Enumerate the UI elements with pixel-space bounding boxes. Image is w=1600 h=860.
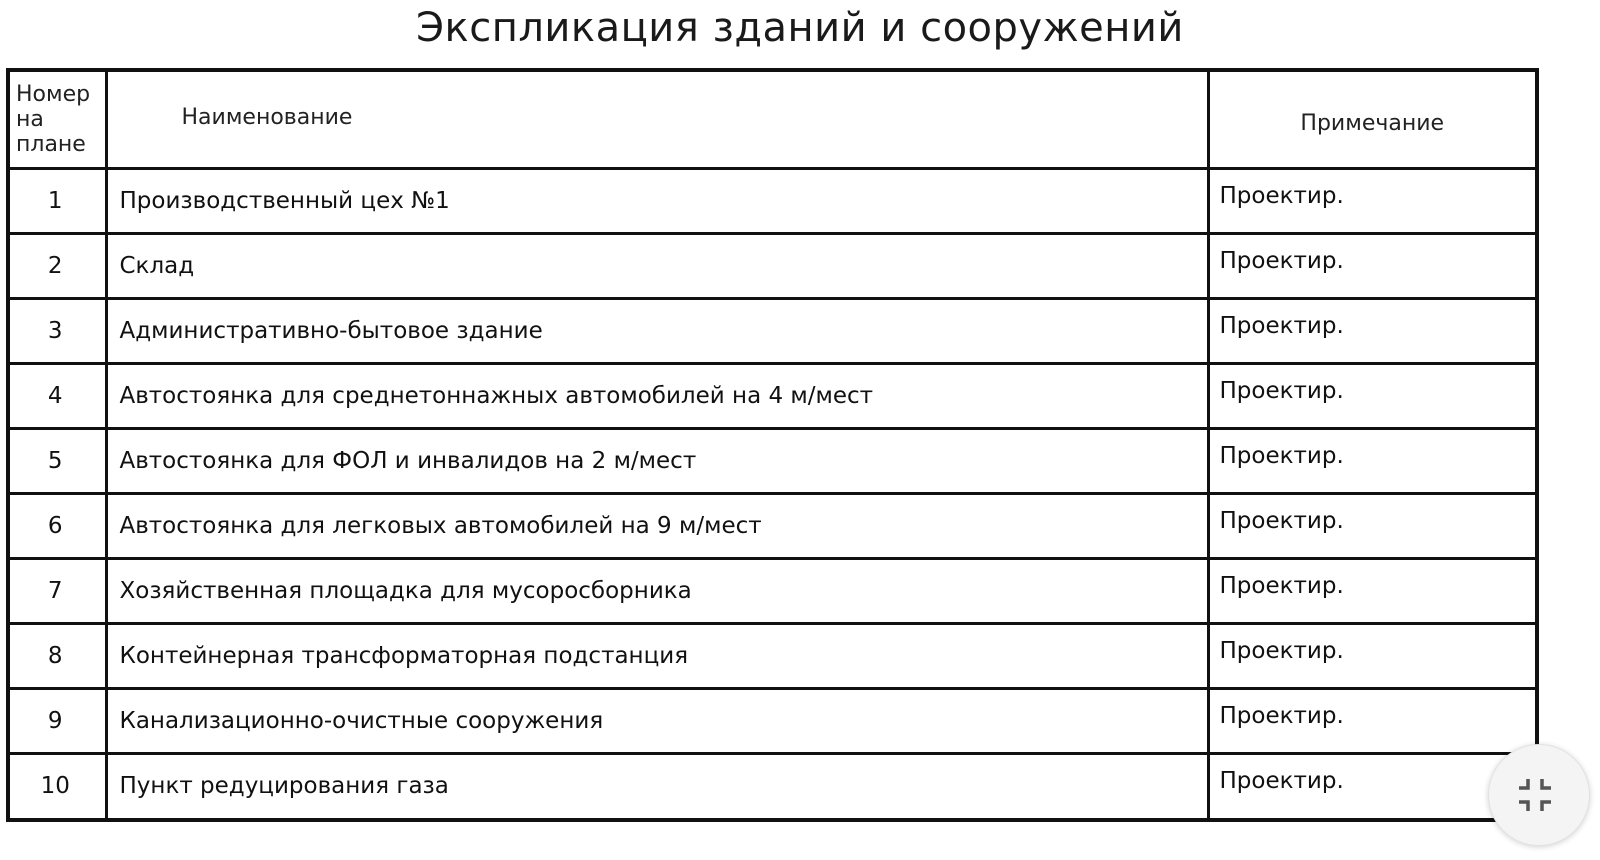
row-note: Проектир. [1208, 688, 1535, 753]
row-name: Производственный цех №1 [106, 168, 1208, 233]
table-row [10, 298, 1535, 363]
row-name: Автостоянка для ФОЛ и инвалидов на 2 м/мест [106, 428, 1208, 493]
row-name: Канализационно-очистные сооружения [106, 688, 1208, 753]
header-name: Наименование [106, 72, 1208, 168]
row-number: 8 [10, 623, 106, 688]
table-row [10, 688, 1535, 753]
row-number: 9 [10, 688, 106, 753]
table-row [10, 623, 1535, 688]
exit-fullscreen-icon [1515, 775, 1555, 815]
row-name: Контейнерная трансформаторная подстанция [106, 623, 1208, 688]
row-name: Автостоянка для среднетоннажных автомобилей на 4 м/мест [106, 363, 1208, 428]
table-row [10, 363, 1535, 428]
table-row [10, 168, 1535, 233]
row-number: 10 [10, 753, 106, 818]
table-row [10, 753, 1535, 818]
header-note: Примечание [1208, 72, 1535, 168]
table-row [10, 493, 1535, 558]
row-number: 3 [10, 298, 106, 363]
explication-table [6, 68, 1539, 822]
row-number: 6 [10, 493, 106, 558]
row-note: Проектир. [1208, 428, 1535, 493]
row-name: Склад [106, 233, 1208, 298]
table-row [10, 428, 1535, 493]
header-number: Номер на плане [10, 72, 106, 168]
table-row [10, 558, 1535, 623]
row-note: Проектир. [1208, 753, 1535, 818]
row-number: 5 [10, 428, 106, 493]
row-number: 7 [10, 558, 106, 623]
row-note: Проектир. [1208, 168, 1535, 233]
row-note: Проектир. [1208, 623, 1535, 688]
row-note: Проектир. [1208, 558, 1535, 623]
row-note: Проектир. [1208, 298, 1535, 363]
row-note: Проектир. [1208, 233, 1535, 298]
table-row [10, 233, 1535, 298]
row-number: 1 [10, 168, 106, 233]
page-title: Экспликация зданий и сооружений [416, 5, 1184, 51]
row-number: 2 [10, 233, 106, 298]
row-note: Проектир. [1208, 363, 1535, 428]
row-name: Хозяйственная площадка для мусоросборника [106, 558, 1208, 623]
row-note: Проектир. [1208, 493, 1535, 558]
exit-fullscreen-button[interactable] [1488, 744, 1590, 846]
row-number: 4 [10, 363, 106, 428]
row-name: Административно-бытовое здание [106, 298, 1208, 363]
row-name: Пункт редуцирования газа [106, 753, 1208, 818]
explication-grid [10, 72, 1535, 818]
table-header-row [10, 72, 1535, 168]
row-name: Автостоянка для легковых автомобилей на 9 м/мест [106, 493, 1208, 558]
